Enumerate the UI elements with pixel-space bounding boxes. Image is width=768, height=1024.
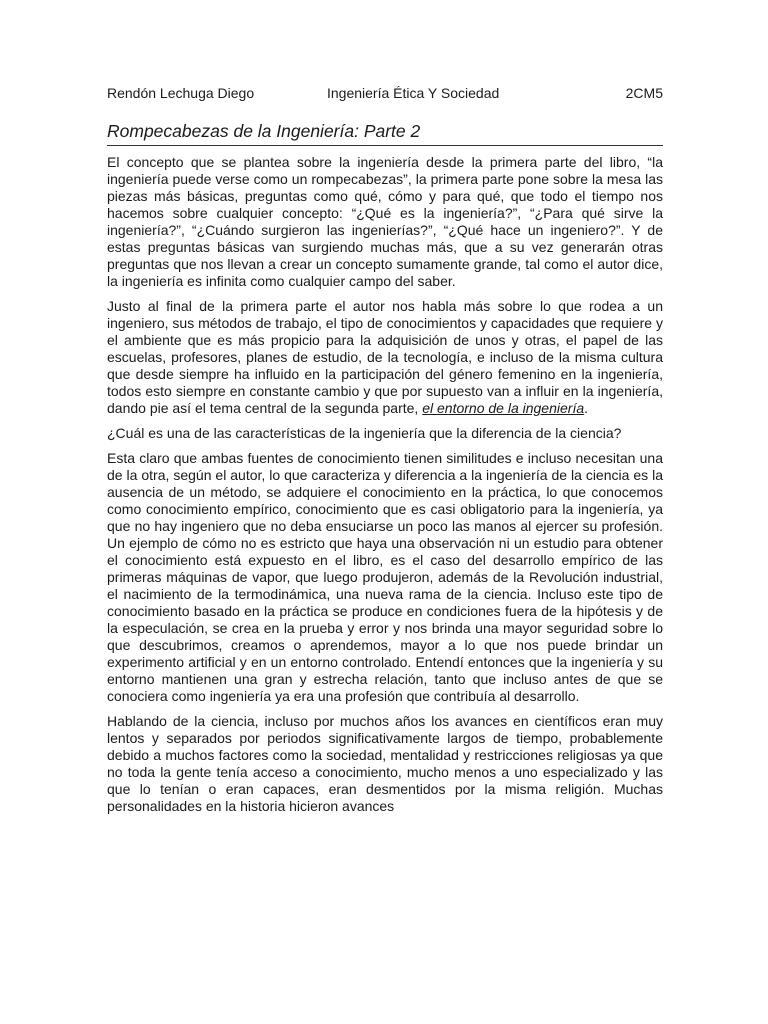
paragraph: Esta claro que ambas fuentes de conocimiento tienen similitudes e incluso necesitan una de la otra, según el autor, lo que caracteriza y diferencia a la ingeniería de la ciencia es la ausencia de un método, se adquiere el conocimiento en la práctica, lo que conocemos como conocimiento empírico, conocimiento que es casi obligatorio para la ingeniería, ya que no hay ingeniero que no deba ensuciarse un poco las manos al ejercer su profesión. Un ejemplo de cómo no es estricto que haya una observación ni un estudio para obtener el conocimiento está expuesto en el libro, es el caso del desarrollo empírico de las primeras máquinas de vapor, que luego produjeron, además de la Revolución industrial, el nacimiento de la termodinámica, una nueva rama de la ciencia. Incluso este tipo de conocimiento basado en la práctica se produce en condiciones fuera de la hipótesis y de la especulación, se crea en la prueba y error y nos brinda una mayor seguridad sobre lo que descubrimos, creamos o aprendemos, mayor a lo que nos puede brindar un experimento artificial y en un entorno controlado. Entendí entonces que la ingeniería y su entorno mantienen una gran y estrecha relación, tanto que incluso antes de que se conociera como ingeniería ya era una profesión que contribuía al desarrollo. (107, 450, 663, 704)
paragraph-text-end: . (584, 400, 589, 416)
document-title: Rompecabezas de la Ingeniería: Parte 2 (107, 120, 663, 146)
emphasized-phrase: el entorno de la ingeniería (422, 400, 585, 416)
document-body (107, 154, 663, 815)
author-name: Rendón Lechuga Diego (107, 85, 255, 101)
paragraph-text: Justo al final de la primera parte el autor nos habla más sobre lo que rodea a un ingeniero, sus métodos de trabajo, el tipo de conocimientos y capacidades que requiere y el ambiente que es más propicio para la adquisición de unos y otras, el papel de las escuelas, profesores, planes de estudio, de la tecnología, e incluso de la misma cultura que desde siempre ha influido en la participación del género femenino en la ingeniería, todos esto siempre en constante cambio y que por supuesto van a influir en la ingeniería, dando pie así el tema central de la segunda parte, (107, 298, 663, 416)
paragraph: Hablando de la ciencia, incluso por muchos años los avances en científicos eran muy lentos y separados por periodos significativamente largos de tiempo, probablemente debido a muchos factores como la sociedad, mentalidad y restricciones religiosas ya que no toda la gente tenía acceso a conocimiento, mucho menos a uno especializado y las que lo tenían o eran capaces, eran desmentidos por la misma religión. Muchas personalidades en la historia hicieron avances (107, 713, 663, 814)
question-paragraph: ¿Cuál es una de las características de la ingeniería que la diferencia de la ciencia? (107, 425, 622, 441)
course-name: Ingeniería Ética Y Sociedad (327, 85, 500, 101)
document-header (107, 84, 663, 102)
paragraph (107, 298, 663, 417)
group-code: 2CM5 (625, 85, 663, 101)
document-page (107, 84, 663, 815)
paragraph: El concepto que se plantea sobre la ingeniería desde la primera parte del libro, “la ingeniería puede verse como un rompecabezas”, la primera parte pone sobre la mesa las piezas más básicas, preguntas como qué, cómo y para qué, que todo el tiempo nos hacemos sobre cualquier concepto: “¿Qué es la ingeniería?”, “¿Para qué sirve la ingeniería?”, “¿Cuándo surgieron las ingenierías?”, “¿Qué hace un ingeniero?”. Y de estas preguntas básicas van surgiendo muchas más, que a su vez generarán otras preguntas que nos llevan a crear un concepto sumamente grande, tal como el autor dice, la ingeniería es infinita como cualquier campo del saber. (107, 154, 663, 289)
